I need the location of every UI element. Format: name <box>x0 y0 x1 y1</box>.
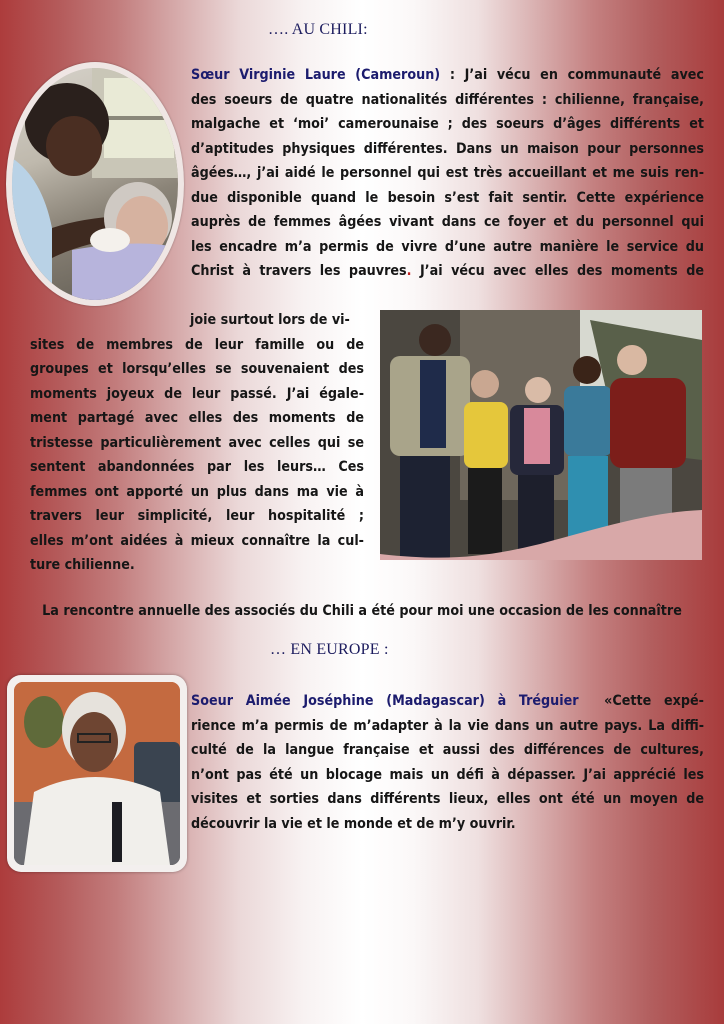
text-line: les encadre m’a permis de vivre d’une autre manière le service du <box>191 238 704 255</box>
text-line: n’ont pas été un blocage mais un défi à dépasser. J’ai apprécié les <box>191 766 704 783</box>
text-line: Sœur Virginie Laure (Cameroun) : J’ai vécu en communauté avec <box>191 67 704 83</box>
text-line: des soeurs de quatre nationalités différentes : chilienne, française, <box>191 91 704 108</box>
photo-frame-oval <box>6 62 184 306</box>
photo-feeding-illustration <box>12 68 178 300</box>
paragraph-aimee <box>191 689 704 836</box>
author-name-aimee: Soeur Aimée Joséphine (Madagascar) à Tréguier <box>191 693 579 709</box>
text-line: ment partagé avec elles des moments de <box>30 410 364 426</box>
text-line: malgache et ‘moi’ camerounaise ; des soeurs d’âges différents et <box>191 116 704 132</box>
photo-group-women <box>380 310 702 560</box>
text-line: sentent abandonnées par les leurs… Ces <box>30 459 364 475</box>
text-line: culté de la langue française et aussi des différences de cultures, <box>191 742 704 758</box>
paragraph-virginie-top <box>191 63 704 284</box>
text-line: due disponible quand le besoin s’est fait sentir. Cette expérience <box>191 189 704 206</box>
text-line: groupes et lorsqu’elles se souvenaient des <box>30 361 364 377</box>
photo-feeding-elderly <box>12 68 178 300</box>
text-line: visites et sorties dans différents lieux, elles ont été un moyen de <box>191 791 704 807</box>
paragraph-virginie-left <box>30 308 364 578</box>
heading-en-europe: … EN EUROPE : <box>270 641 389 658</box>
text-line: ture chilienne. <box>30 557 135 573</box>
text-line: d’aptitudes physiques différentes. Dans un maison pour personnes <box>191 140 704 157</box>
text-line: femmes ont apporté un plus dans ma vie à <box>30 483 364 500</box>
heading-au-chili: …. AU CHILI: <box>268 21 368 38</box>
author-name-virginie: Sœur Virginie Laure (Cameroun) <box>191 67 441 83</box>
text-line: Soeur Aimée Joséphine (Madagascar) à Tréguier «Cette expé- <box>191 693 704 709</box>
photo-portrait-illustration <box>14 682 180 865</box>
text-line: Christ à travers les pauvres. J’ai vécu avec elles des moments de <box>191 263 704 279</box>
photo-portrait-aimee <box>14 682 180 865</box>
text-line: auprès de femmes âgées vivant dans ce foyer et du personnel qui <box>191 214 704 230</box>
text-line: tristesse particulièrement avec celles qui se <box>30 434 364 451</box>
text-line: sites de membres de leur famille ou de <box>30 336 364 353</box>
text-line: rience m’a permis de m’adapter à la vie dans un autre pays. La diffi- <box>191 717 704 734</box>
text-line: moments joyeux de leur passé. J’ai égale- <box>30 385 364 402</box>
photo-frame-rect <box>7 675 187 872</box>
text-line: découvrir la vie et le monde et de m’y ouvrir. <box>191 815 516 832</box>
text-line: âgées…, j’ai aidé le personnel qui est très accueillant et me suis ren- <box>191 165 704 181</box>
text-line: travers leur simplicité, leur hospitalité ; <box>30 508 364 524</box>
closing-sentence-chile: La rencontre annuelle des associés du Chili a été pour moi une occasion de les connaître <box>42 603 682 619</box>
text-line: elles m’ont aidées à mieux connaître la cul- <box>30 532 364 549</box>
wave-shape <box>380 482 702 560</box>
text-line: joie surtout lors de vi- <box>190 312 350 328</box>
